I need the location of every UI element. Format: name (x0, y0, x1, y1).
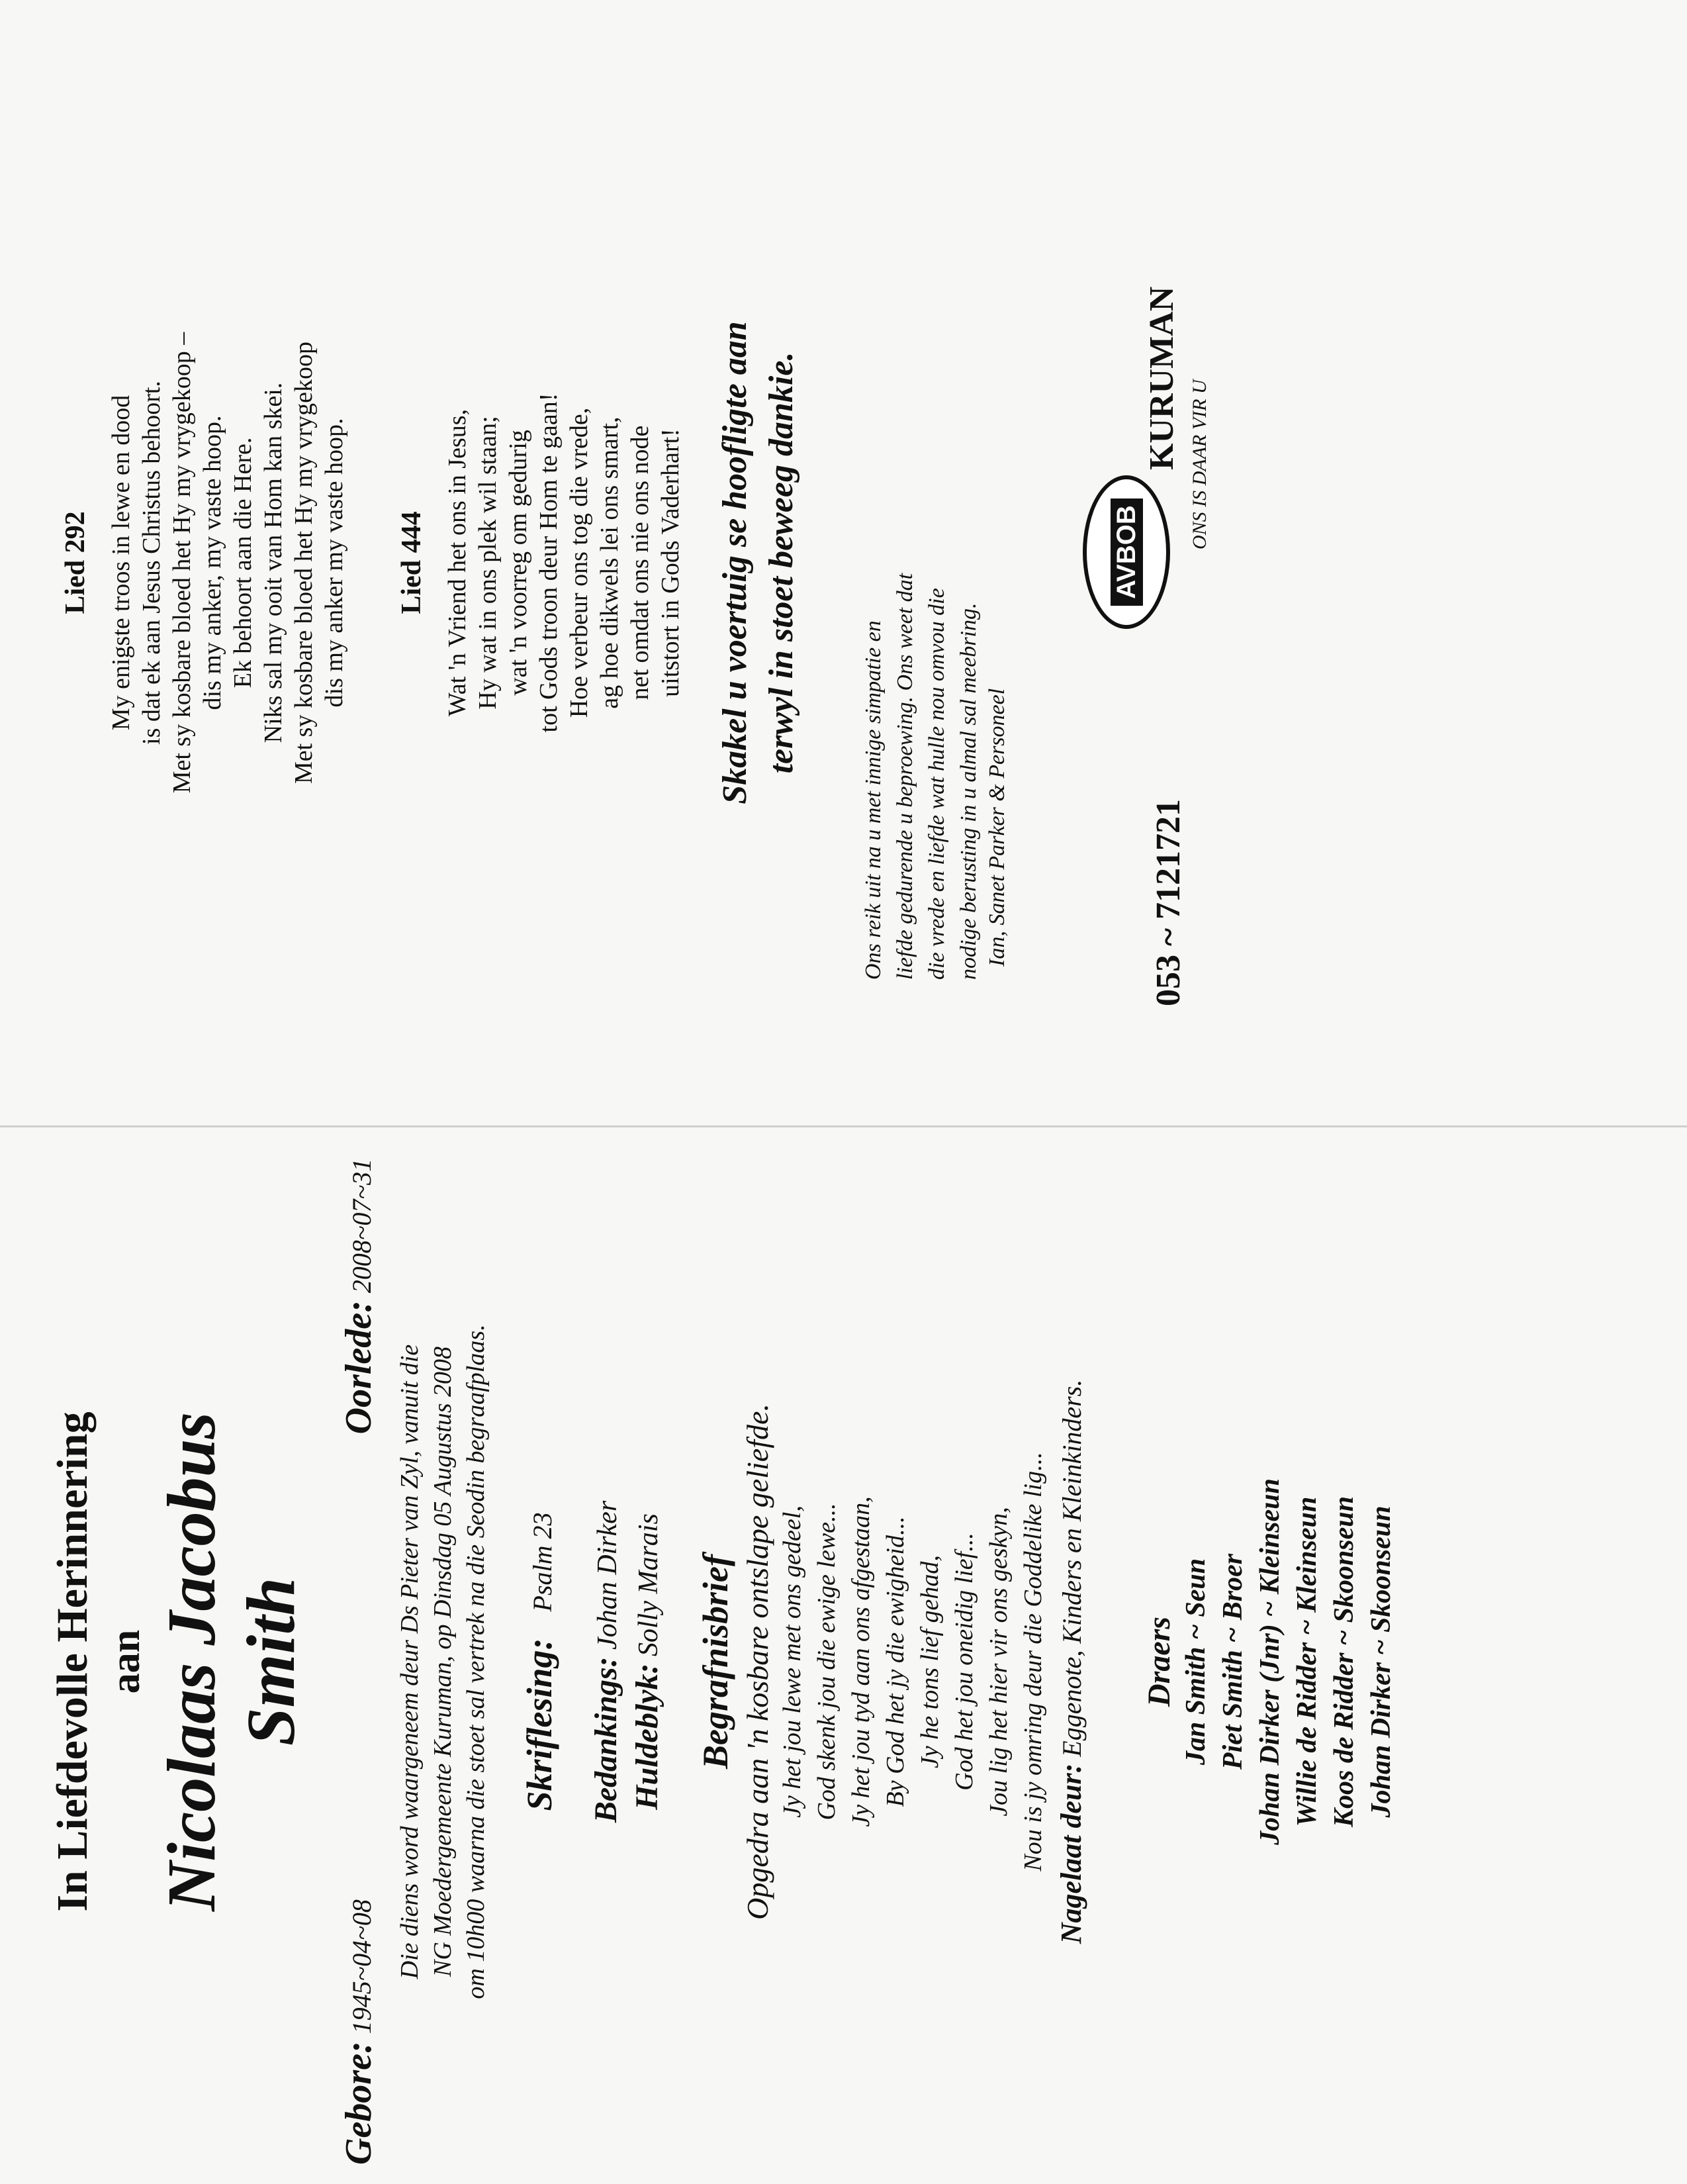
condolence-line: nodige berusting in u almal sal meebring. (956, 602, 981, 980)
thanks-value: Johan Dirker (592, 1500, 623, 1650)
thanks-row (586, 1145, 627, 2178)
funeral-letter-dedication: Opgedra aan 'n kosbare ontslape geliefde. (741, 1403, 774, 1920)
born-block (338, 1899, 380, 2165)
dates-row (338, 1159, 380, 2165)
scripture-reading (519, 1145, 560, 2178)
front-panel (46, 1145, 1674, 2178)
tagline: ONS IS DAAR VIR U (1189, 379, 1210, 549)
poem-line: Jy het jou tyd aan ons afgestaan, (847, 1496, 875, 1827)
poem-line: God het jou oneidig lief... (950, 1533, 978, 1791)
hymn-292-title: Lied 292 (60, 511, 91, 614)
hymn-line: Hy wat in ons plek wil staan; (474, 416, 502, 710)
hymn-line: Niks sal my ooit van Hom kan skei. (259, 382, 287, 743)
condolence-line: Ons reik uit na u met innige simpatie en (861, 620, 886, 980)
survivors-label: Nagelaat deur: (1055, 1763, 1087, 1944)
headlights-notice (712, 40, 805, 1086)
born-label: Gebore: (338, 2041, 379, 2165)
condolence-line: die vrede en liefde wat hulle nou omvou die (925, 588, 949, 980)
deceased-surname: Smith (233, 1577, 309, 1746)
poem-line: Jy he tons lief gehad, (916, 1555, 944, 1768)
bearer-item: Piet Smith ~ Broer (1218, 1553, 1248, 1770)
died-date: 2008~07~31 (347, 1159, 377, 1294)
born-date: 1945~04~08 (347, 1899, 377, 2034)
hymn-line: Met sy kosbare bloed het Hy my vrygekoop – (168, 332, 196, 794)
condolence-line: liefde gedurende u beproewing. Ons weet dat (893, 573, 917, 980)
poem-line: Jou lig het hier vir ons geskyn, (985, 1507, 1013, 1817)
hymn-line: Hoe verbeur ons tog die vrede, (565, 407, 593, 718)
memorial-heading: In Liefdevolle Herinnering (48, 1411, 97, 1912)
service-line: NG Moedergemeente Kuruman, op Dinsdag 05 Augustus 2008 (429, 1346, 457, 1977)
bearer-item: Johan Dirker ~ Skoonseun (1366, 1505, 1396, 1818)
hymn-line: wat 'n voorreg om gedurig (504, 430, 532, 696)
hymn-line: dis my anker my vaste hoop. (320, 418, 348, 708)
hymn-line: net omdat ons nie ons node (626, 425, 654, 700)
hymn-line: Met sy kosbare bloed het Hy my vrygekoop (290, 341, 318, 784)
hymn-292-text (106, 40, 349, 1086)
reading-value: Psalm 23 (527, 1512, 557, 1612)
hymn-line: Ek behoort aan die Here. (229, 437, 257, 688)
town-name: KURUMAN (1143, 286, 1181, 470)
thanks-and-tribute (586, 1145, 668, 2178)
hymn-line: tot Gods troon deur Hom te gaan! (535, 393, 563, 733)
hymn-line: is dat ek aan Jesus Christus behoort. (138, 381, 165, 745)
bearer-item: Willie de Ridder ~ Kleinseun (1292, 1496, 1322, 1827)
avbob-logo (1083, 475, 1170, 629)
poem-line: God skenk jou die ewige lewe... (813, 1503, 841, 1821)
condolence-message (858, 146, 985, 980)
hymn-line: ag hoe dikwels lei ons smart, (596, 416, 623, 709)
poem-line: By God het jy die ewigheid... (882, 1516, 909, 1807)
died-block (338, 1159, 380, 1434)
notice-line: Skakel u voertuig se hoofligte aan (716, 321, 754, 804)
service-line: Die diens word waargeneem deur Ds Pieter van Zyl, vanuit die (396, 1344, 424, 1979)
hymn-line: dis my anker, my vaste hoop. (199, 415, 226, 710)
hymn-line: Wat 'n Vriend het ons in Jesus, (443, 408, 471, 717)
tribute-row (627, 1145, 668, 2178)
bearer-item: Johan Dirker (Jnr) ~ Kleinseun (1255, 1478, 1285, 1845)
hymn-444-text (442, 40, 686, 1086)
deceased-first-names: Nicolaas Jacobus (154, 1412, 230, 1911)
funeral-letter-title: Begrafnisbrief (696, 1554, 735, 1769)
died-label: Oorlede: (338, 1300, 379, 1435)
condolence-signoff: Ian, Sanet Parker & Personeel (985, 688, 1009, 967)
survivors-value: Eggenote, Kinders en Kleinkinders. (1057, 1379, 1087, 1757)
tribute-value: Solly Marais (633, 1513, 664, 1657)
logo-text: AVBOB (1111, 499, 1143, 605)
memorial-heading-aan: aan (103, 1629, 148, 1694)
poem-line: Jy het jou lewe met ons gedeel, (778, 1505, 806, 1818)
funeral-letter-poem (775, 1145, 1050, 2178)
hymn-line: uitstort in Gods Vaderhart! (657, 428, 684, 697)
thanks-label: Bedankings: (588, 1656, 623, 1823)
poem-line: Nou is jy omring deur die Goddelike lig... (1019, 1452, 1047, 1872)
hymn-444-title: Lied 444 (396, 511, 427, 614)
service-details (393, 1145, 492, 2178)
bearer-item: Jan Smith ~ Seun (1181, 1558, 1211, 1766)
phone-number: 053 ~ 7121721 (1150, 798, 1187, 1006)
back-panel (60, 40, 1687, 1086)
reading-label: Skriflesing: (520, 1638, 559, 1811)
bearer-item: Koos de Ridder ~ Skoonseun (1329, 1496, 1359, 1828)
service-line: om 10h00 waarna die stoet sal vertrek na die Seodin begraafplaas. (462, 1324, 490, 1999)
fold-line (0, 1125, 1687, 1127)
hymn-line: My enigste troos in lewe en dood (107, 395, 135, 731)
survivors (1054, 1145, 1088, 2178)
bearers-title: Draers (1142, 1617, 1177, 1707)
tribute-label: Huldeblyk: (629, 1663, 664, 1810)
notice-line: terwyl in stoet beweeg dankie. (762, 352, 800, 774)
funeral-home-footer (1070, 40, 1215, 1086)
bearers-list (1177, 1145, 1400, 2178)
